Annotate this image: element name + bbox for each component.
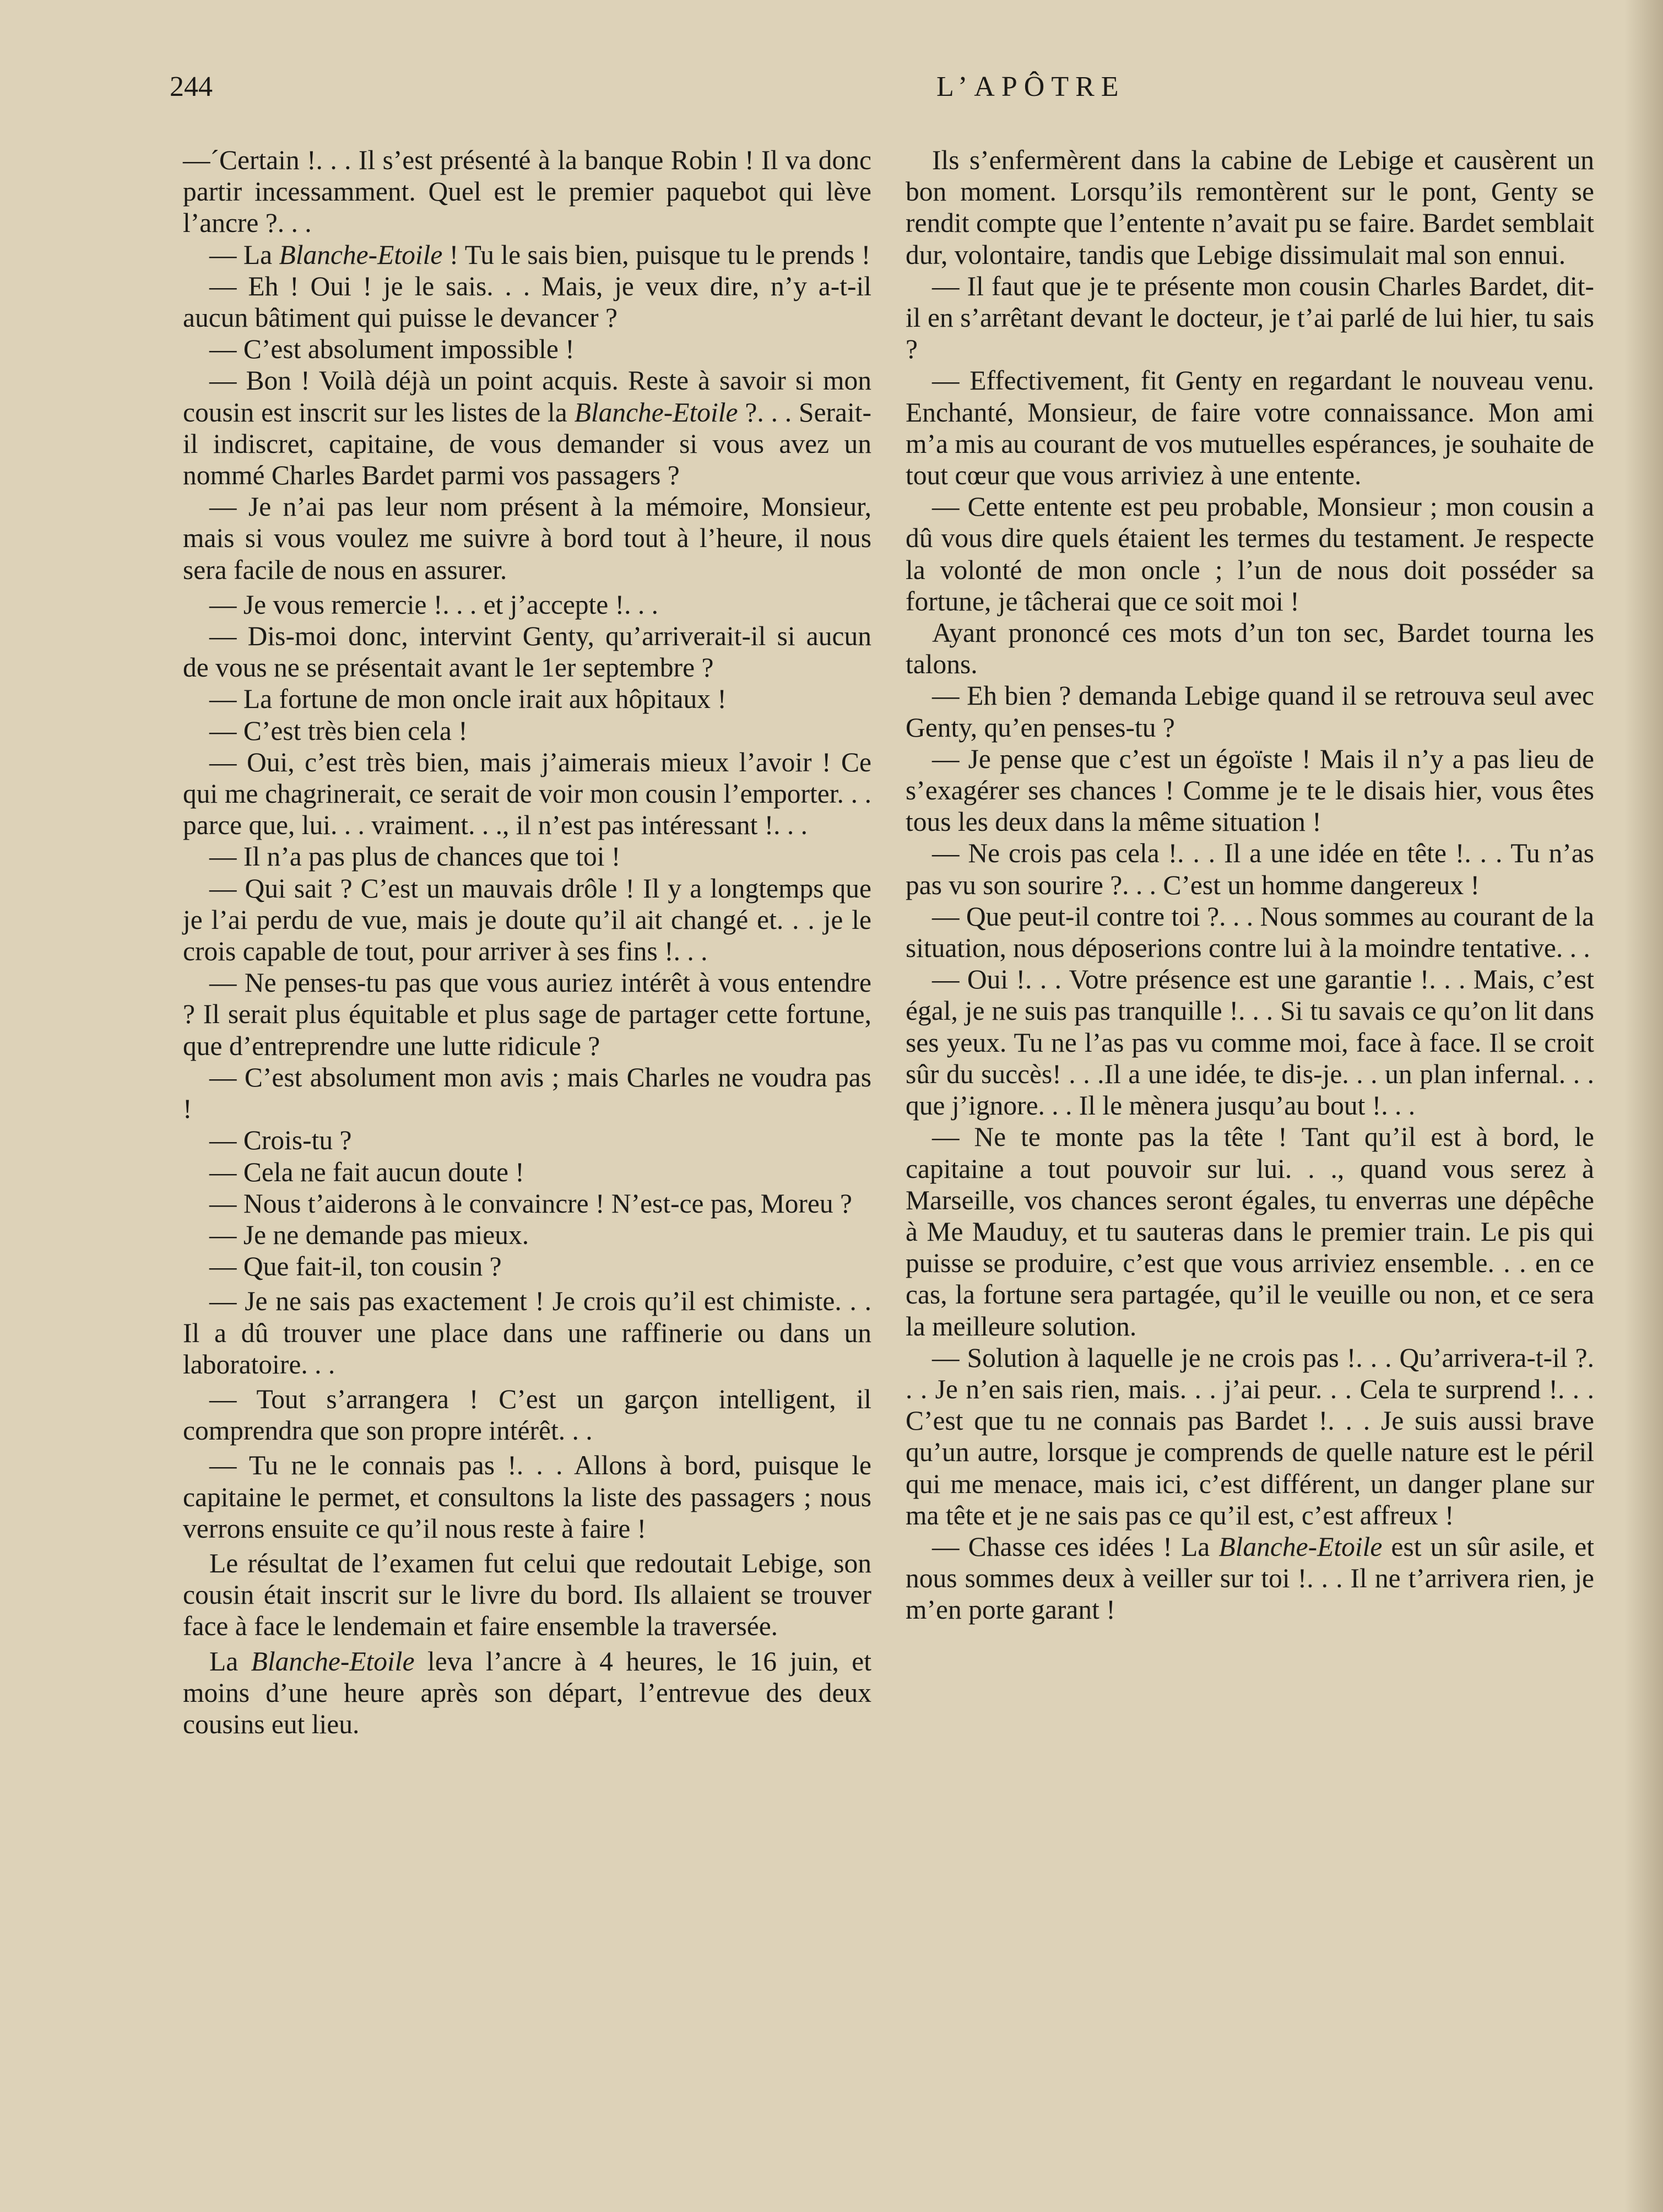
paragraph: — Il faut que je te présente mon cousin Charles Bardet, dit-il en s’arrêtant devant le docteur, je t’ai parlé de lui hier, tu sais ? bbox=[906, 271, 1594, 365]
paragraph: — Nous t’aiderons à le convaincre ! N’est-ce pas, Moreu ? bbox=[209, 1188, 852, 1219]
paragraph: — Tu ne le connais pas !. . . Allons à bord, puisque le capitaine le permet, et consultons la liste des passagers ; nous verrons ensuite ce qu’il nous reste à faire ! bbox=[183, 1450, 871, 1544]
paragraph: — Eh ! Oui ! je le sais. . . Mais, je veux dire, n’y a-t-il aucun bâtiment qui puisse le devancer ? bbox=[183, 271, 871, 333]
paragraph: — Que peut-il contre toi ?. . . Nous sommes au courant de la situation, nous déposerions contre lui à la moindre tentative. . . bbox=[906, 901, 1594, 964]
paragraph: — Je ne demande pas mieux. bbox=[209, 1219, 529, 1250]
paragraph: — Oui, c’est très bien, mais j’aimerais mieux l’avoir ! Ce qui me chagrinerait, ce serait de voir mon cousin l’emporter. . . parce que, lui. . . vraiment. . ., il n’est pas intéressant !. . . bbox=[183, 747, 871, 841]
paragraph: — C’est absolument impossible ! bbox=[209, 334, 575, 365]
paragraph: Le résultat de l’examen fut celui que redoutait Lebige, son cousin était inscrit sur le livre du bord. Ils allaient se trouver face à face le lendemain et faire ensemble la traversée. bbox=[183, 1548, 871, 1642]
paragraph: — Oui !. . . Votre présence est une garantie !. . . Mais, c’est égal, je ne suis pas tranquille !. . . Si tu savais ce qu’on lit dans ses yeux. Tu ne l’as pas vu comme moi, face à face. Il se croit sûr du succès! . . .Il a une idée, te dis-je. . . un plan infernal. . . que j’ignore. . . Il le mènera jusqu’au bout !. . . bbox=[906, 964, 1594, 1121]
paragraph: Ils s’enfermèrent dans la cabine de Lebige et causèrent un bon moment. Lorsqu’ils remontèrent sur le pont, Genty se rendit compte que l’entente n’avait pu se faire. Bardet semblait dur, volontaire, tandis que Lebige dissimulait mal son ennui. bbox=[906, 145, 1594, 270]
page-edge-shadow bbox=[1624, 0, 1663, 2212]
paragraph: —´Certain !. . . Il s’est présenté à la banque Robin ! Il va donc partir incessamment. Quel est le premier paquebot qui lève l’ancre ?. . . bbox=[183, 145, 871, 239]
paragraph: — Ne te monte pas la tête ! Tant qu’il est à bord, le capitaine a tout pouvoir sur lui. . ., quand vous serez à Marseille, vos chances seront égales, tu enverras une dépêche à Me Mauduy, et tu sauteras dans le premier train. Le pis qui puisse se produire, c’est que vous arriviez ensemble. . . en ce cas, la fortune sera partagée, qu’il le veuille ou non, et ce sera la meilleure solution. bbox=[906, 1122, 1594, 1342]
running-title: L’APÔTRE bbox=[936, 71, 1125, 102]
left-column bbox=[183, 144, 871, 1740]
paragraph: Ayant prononcé ces mots d’un ton sec, Bardet tourna les talons. bbox=[906, 618, 1594, 680]
paragraph: — Crois-tu ? bbox=[209, 1125, 352, 1156]
page-number: 244 bbox=[170, 71, 213, 102]
paragraph: — Je n’ai pas leur nom présent à la mémoire, Monsieur, mais si vous voulez me suivre à bord tout à l’heure, il nous sera facile de nous en assurer. bbox=[183, 491, 871, 585]
paragraph: — Effectivement, fit Genty en regardant le nouveau venu. Enchanté, Monsieur, de faire votre connaissance. Mon ami m’a mis au courant de vos mutuelles espérances, je souhaite de tout cœur que vous arriviez à une entente. bbox=[906, 365, 1594, 491]
paragraph: — Ne penses-tu pas que vous auriez intérêt à vous entendre ? Il serait plus équitable et plus sage de partager cette fortune, que d’entreprendre une lutte ridicule ? bbox=[183, 967, 871, 1061]
paragraph: — C’est très bien cela ! bbox=[209, 715, 468, 746]
paragraph: — Eh bien ? demanda Lebige quand il se retrouva seul avec Genty, qu’en penses-tu ? bbox=[906, 680, 1594, 743]
paragraph: — Je vous remercie !. . . et j’accepte !. . . bbox=[209, 589, 659, 620]
paragraph: — Bon ! Voilà déjà un point acquis. Reste à savoir si mon cousin est inscrit sur les listes de la Blanche-Etoile ?. . . Serait-il indiscret, capitaine, de vous demander si vous avez un nommé Charles Bardet parmi vos passagers ? bbox=[183, 365, 871, 491]
paragraph: — Chasse ces idées ! La Blanche-Etoile est un sûr asile, et nous sommes deux à veiller sur toi !. . . Il ne t’arrivera rien, je m’en porte garant ! bbox=[906, 1531, 1594, 1625]
paragraph: — Tout s’arrangera ! C’est un garçon intelligent, il comprendra que son propre intérêt. . . bbox=[183, 1383, 871, 1446]
paragraph: — Cette entente est peu probable, Monsieur ; mon cousin a dû vous dire quels étaient les termes du testament. Je respecte la volonté de mon oncle ; l’un de nous doit posséder sa fortune, je tâcherai que ce soit moi ! bbox=[906, 491, 1594, 616]
paragraph: — Dis-moi donc, intervint Genty, qu’arriverait-il si aucun de vous ne se présentait avant le 1er septembre ? bbox=[183, 621, 871, 683]
paragraph: — Qui sait ? C’est un mauvais drôle ! Il y a longtemps que je l’ai perdu de vue, mais je doute qu’il ait changé et. . . je le crois capable de tout, pour arriver à ses fins !. . . bbox=[183, 873, 871, 967]
right-column bbox=[906, 144, 1594, 1626]
paragraph: — La fortune de mon oncle irait aux hôpitaux ! bbox=[209, 684, 727, 715]
paragraph: — La Blanche-Etoile ! Tu le sais bien, puisque tu le prends ! bbox=[209, 239, 871, 270]
paragraph: — Que fait-il, ton cousin ? bbox=[209, 1251, 502, 1282]
paragraph: — Ne crois pas cela !. . . Il a une idée en tête !. . . Tu n’as pas vu son sourire ?. . . C’est un homme dangereux ! bbox=[906, 838, 1594, 900]
paragraph: — Je ne sais pas exactement ! Je crois qu’il est chimiste. . . Il a dû trouver une place dans une raffinerie ou dans un laboratoire. . . bbox=[183, 1286, 871, 1380]
paragraph: — Je pense que c’est un égoïste ! Mais il n’y a pas lieu de s’exagérer ses chances ! Comme je te le disais hier, vous êtes tous les deux dans la même situation ! bbox=[906, 743, 1594, 837]
paragraph: — Cela ne fait aucun doute ! bbox=[209, 1156, 524, 1187]
paragraph: La Blanche-Etoile leva l’ancre à 4 heures, le 16 juin, et moins d’une heure après son départ, l’entrevue des deux cousins eut lieu. bbox=[183, 1646, 871, 1739]
page-header bbox=[165, 71, 1619, 115]
paragraph: — Solution à laquelle je ne crois pas !. . . Qu’arrivera-t-il ?. . . Je n’en sais rien, mais. . . j’ai peur. . . Cela te surprend !. . . C’est que tu ne connais pas Bardet !. . . Je suis aussi brave qu’un autre, lorsque je comprends de quelle nature est le péril qui me menace, mais ici, c’est différent, un danger plane sur ma tête et je ne sais pas ce qu’il est, c’est affreux ! bbox=[906, 1342, 1594, 1530]
paragraph: — C’est absolument mon avis ; mais Charles ne voudra pas ! bbox=[183, 1062, 871, 1124]
paragraph: — Il n’a pas plus de chances que toi ! bbox=[209, 841, 621, 872]
